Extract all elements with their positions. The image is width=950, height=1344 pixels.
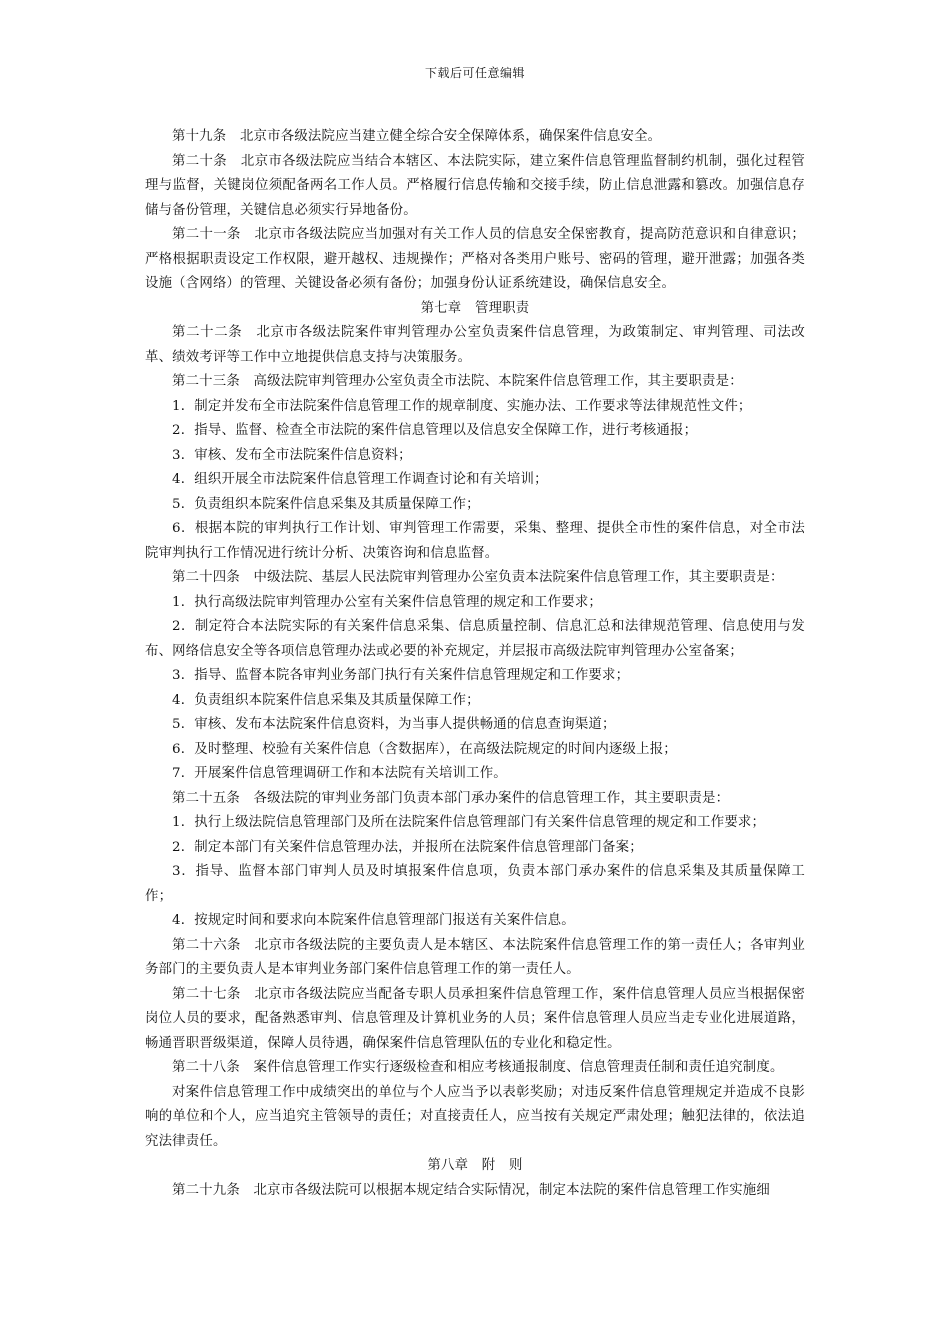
list-item: 4．负责组织本院案件信息采集及其质量保障工作； <box>172 692 480 708</box>
document-body <box>145 125 805 1203</box>
article-26: 第二十六条 北京市各级法院的主要负责人是本辖区、本法院案件信息管理工作的第一责任人；各审判业务部门的主要负责人是本审判业务部门案件信息管理工作的第一责任人。 <box>145 937 805 977</box>
page-header: 下载后可任意编辑 <box>424 66 525 80</box>
list-item: 2．制定符合本法院实际的有关案件信息采集、信息质量控制、信息汇总和法律规范管理、信息使用与发布、网络信息安全等各项信息管理办法或必要的补充规定，并层报市高级法院审判管理办公室备案； <box>145 619 805 659</box>
list-item: 1．制定并发布全市法院案件信息管理工作的规章制度、实施办法、工作要求等法律规范性文件； <box>172 398 752 414</box>
list-item: 3．审核、发布全市法院案件信息资料； <box>172 447 412 463</box>
list-item: 4．按规定时间和要求向本院案件信息管理部门报送有关案件信息。 <box>172 913 575 928</box>
article-28-continued: 对案件信息管理工作中成绩突出的单位与个人应当予以表彰奖励；对违反案件信息管理规定并造成不良影响的单位和个人，应当追究主管领导的责任；对直接责任人，应当按有关规定严肃处理；触犯法律的，依法追究法律责任。 <box>145 1084 805 1149</box>
list-item: 3．指导、监督本院各审判业务部门执行有关案件信息管理规定和工作要求； <box>172 668 630 683</box>
article-21: 第二十一条 北京市各级法院应当加强对有关工作人员的信息安全保密教育，提高防范意识和自律意识；严格根据职责设定工作权限，避开越权、违规操作；严格对各类用户账号、密码的管理，避开泄露；加强各类设施（含网络）的管理、关键设备必须有备份；加强身份认证系统建设，确保信息安全。 <box>145 227 805 291</box>
list-item: 2．制定本部门有关案件信息管理办法，并报所在法院案件信息管理部门备案； <box>172 839 643 855</box>
article-20: 第二十条 北京市各级法院应当结合本辖区、本法院实际，建立案件信息管理监督制约机制，强化过程管理与监督，关键岗位须配备两名工作人员。严格履行信息传输和交接手续，防止信息泄露和篡改。加强信息存储与备份管理，关键信息必须实行异地备份。 <box>145 153 805 218</box>
article-22: 第二十二条 北京市各级法院案件审判管理办公室负责案件信息管理，为政策制定、审判管理、司法改革、绩效考评等工作中立地提供信息支持与决策服务。 <box>145 325 805 365</box>
list-item: 4．组织开展全市法院案件信息管理工作调查讨论和有关培训； <box>172 472 548 487</box>
list-item: 6．根据本院的审判执行工作计划、审判管理工作需要，采集、整理、提供全市性的案件信息，对全市法院审判执行工作情况进行统计分析、决策咨询和信息监督。 <box>145 521 805 561</box>
article-23: 第二十三条 高级法院审判管理办公室负责全市法院、本院案件信息管理工作，其主要职责是： <box>172 374 743 389</box>
article-28: 第二十八条 案件信息管理工作实行逐级检查和相应考核通报制度、信息管理责任制和责任追究制度。 <box>172 1060 784 1075</box>
chapter-7-heading: 第七章 管理职责 <box>420 300 530 316</box>
article-29: 第二十九条 北京市各级法院可以根据本规定结合实际情况，制定本法院的案件信息管理工作实施细 <box>172 1182 770 1198</box>
list-item: 7．开展案件信息管理调研工作和本法院有关培训工作。 <box>172 766 507 781</box>
list-item: 1．执行高级法院审判管理办公室有关案件信息管理的规定和工作要求； <box>172 594 603 610</box>
list-item: 2．指导、监督、检查全市法院的案件信息管理以及信息安全保障工作，进行考核通报； <box>172 423 698 438</box>
list-item: 5．负责组织本院案件信息采集及其质量保障工作； <box>172 496 480 512</box>
list-item: 1．执行上级法院信息管理部门及所在法院案件信息管理部门有关案件信息管理的规定和工作要求； <box>172 815 766 830</box>
list-item: 5．审核、发布本法院案件信息资料，为当事人提供畅通的信息查询渠道； <box>172 717 616 732</box>
article-25: 第二十五条 各级法院的审判业务部门负责本部门承办案件的信息管理工作，其主要职责是： <box>172 790 730 806</box>
chapter-8-heading: 第八章 附 则 <box>427 1158 523 1173</box>
article-24: 第二十四条 中级法院、基层人民法院审判管理办公室负责本法院案件信息管理工作，其主要职责是： <box>172 570 784 585</box>
list-item: 6．及时整理、校验有关案件信息（含数据库），在高级法院规定的时间内逐级上报； <box>172 741 677 757</box>
article-27: 第二十七条 北京市各级法院应当配备专职人员承担案件信息管理工作，案件信息管理人员应当根据保密岗位人员的要求，配备熟悉审判、信息管理及计算机业务的人员；案件信息管理人员应当走专业化进展道路，畅通晋职晋级渠道，保障人员待遇，确保案件信息管理队伍的专业化和稳定性。 <box>145 986 805 1051</box>
article-19: 第十九条 北京市各级法院应当建立健全综合安全保障体系，确保案件信息安全。 <box>172 129 662 144</box>
list-item: 3．指导、监督本部门审判人员及时填报案件信息项，负责本部门承办案件的信息采集及其质量保障工作； <box>145 864 805 904</box>
